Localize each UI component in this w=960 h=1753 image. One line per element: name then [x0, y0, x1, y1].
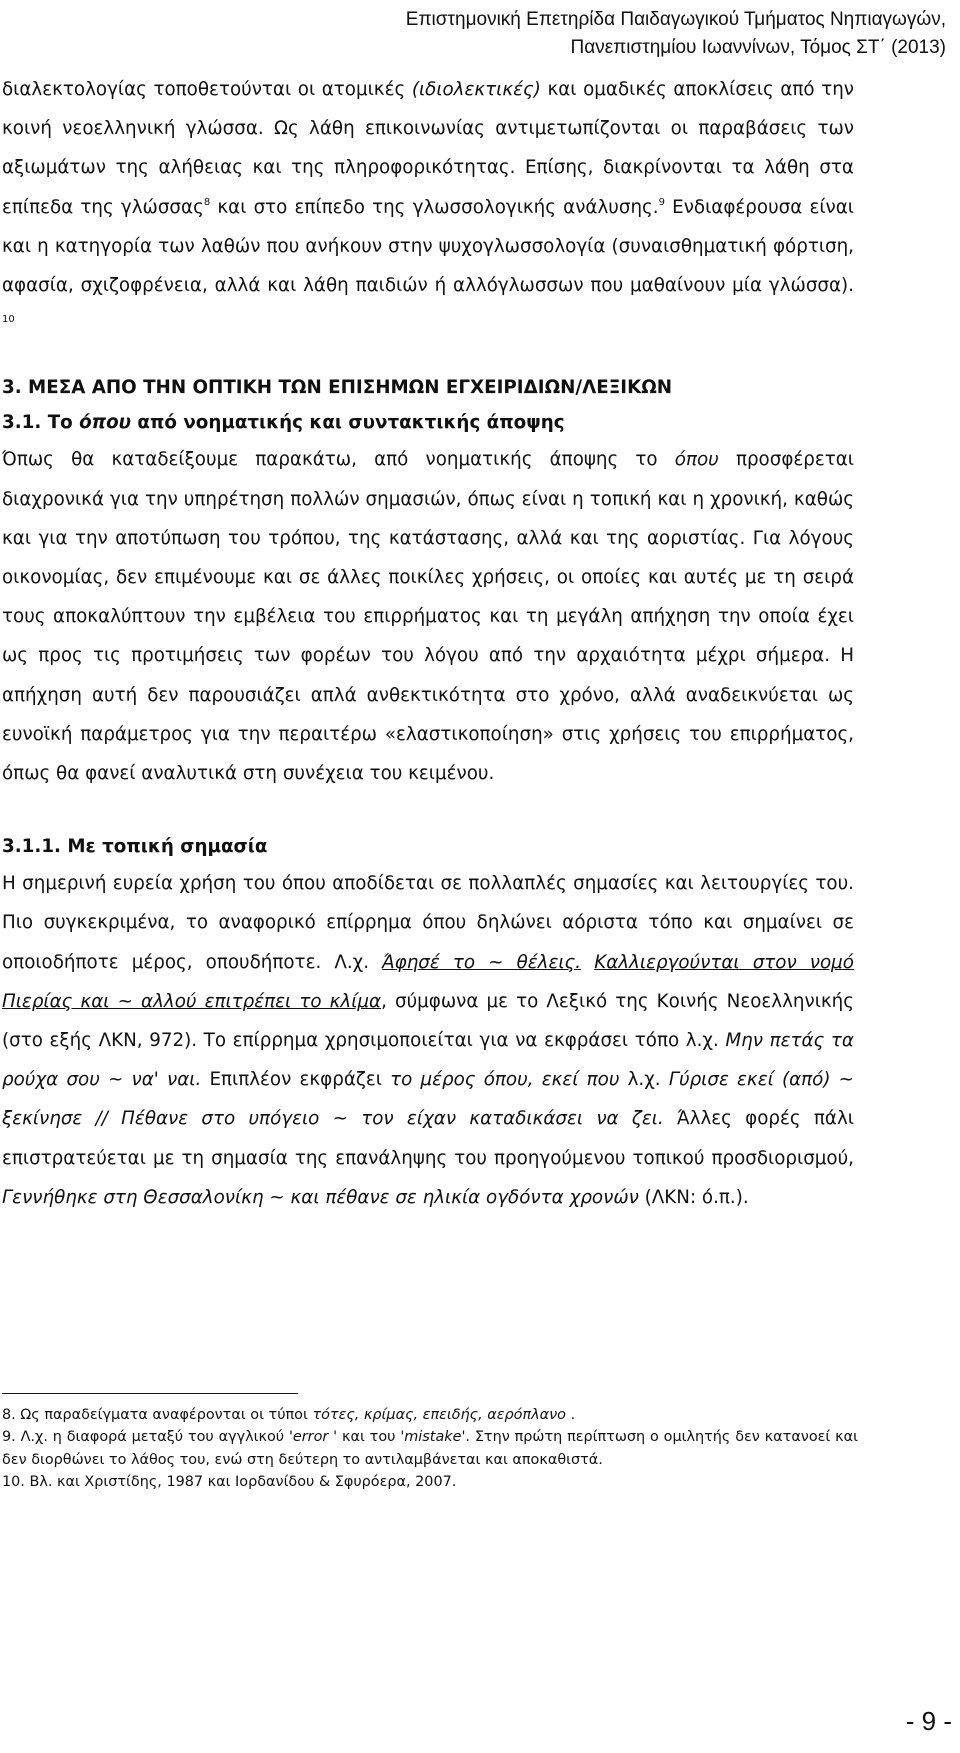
example-phrase: Άφησέ το ~ θέλεις.	[382, 951, 582, 973]
footnote-ref-10[interactable]: 10	[2, 314, 15, 326]
heading-text: από νοηματικής και συντακτικής άποψης	[131, 412, 565, 434]
text-run: Ενδιαφέρουσα είναι και η κατηγορία των λαθών που ανήκουν στην ψυχογλωσσολογία (συναισθηματική φόρτιση, αφασία, σχιζοφρένεια, αλλά και λάθη παιδιών ή αλλόγλωσσων που μαθαίνουν μία γλώσσα).	[2, 196, 854, 297]
page-number: - 9 -	[905, 1706, 952, 1736]
journal-volume: Πανεπιστημίου Ιωαννίνων, Τόμος ΣΤ΄ (2013)	[570, 37, 946, 58]
example-phrase: Μην πετάς τα ρούχα σου ~ να' ναι.	[2, 1030, 854, 1091]
footnotes	[2, 1404, 858, 1493]
text-run: Επιπλέον εκφράζει	[201, 1069, 391, 1091]
footnote-divider	[2, 1393, 298, 1394]
text-run: Όπως θα καταδείξουμε παρακάτω, από νοηματικής άποψης το	[2, 449, 675, 471]
subsubsection-heading: 3.1.1. Με τοπική σημασία	[2, 836, 268, 858]
text-run: Άλλες φορές πάλι επιστρατεύεται με τη σημασία της επανάληψης του προηγούμενου τοπικού προσδιορισμού,	[2, 1108, 854, 1169]
example-phrase: Γύρισε εκεί (από) ~ ξεκίνησε // Πέθανε στο υπόγειο ~ τον είχαν καταδικάσει να ζει.	[2, 1069, 854, 1130]
running-header	[406, 6, 946, 62]
journal-title: Επιστημονική Επετηρίδα Παιδαγωγικού Τμήματος Νηπιαγωγών,	[405, 9, 946, 30]
text-run: λ.χ.	[619, 1069, 669, 1091]
footnote-ref-8[interactable]: 8	[203, 196, 211, 208]
text-run: και ομαδικές αποκλίσεις από την κοινή νεοελληνική γλώσσα. Ως λάθη επικοινωνίας αντιμετωπίζονται οι παραβάσεις των αξιωμάτων της αλήθειας και της πληροφορικότητας. Επίσης, διακρίνονται τα λάθη στα επίπεδα της γλώσσας	[2, 79, 855, 218]
main-text	[2, 70, 854, 1217]
text-run: και στο επίπεδο της γλωσσολογικής ανάλυσης.	[210, 196, 659, 218]
text-run: , σύμφωνα με το Λεξικό της Κοινής Νεοελληνικής (στο εξής ΛΚΝ, 972). Το επίρρημα χρησιμοποιείται για να εκφράσει τόπο λ.χ.	[2, 990, 855, 1052]
section-heading: 3. ΜΕΣΑ ΑΠΟ ΤΗΝ ΟΠΤΙΚΗ ΤΩΝ ΕΠΙΣΗΜΩΝ ΕΓΧΕΙΡΙΔΙΩΝ/ΛΕΞΙΚΩΝ	[2, 377, 673, 399]
italic-term: όπου	[674, 449, 719, 471]
footnote-ref-9[interactable]: 9	[658, 196, 665, 208]
text-run: διαλεκτολογίας τοποθετούνται οι ατομικές	[2, 79, 412, 100]
example-phrase: Καλλιεργούνται στον νομό Πιερίας και ~ αλλού επιτρέπει το κλίμα	[2, 951, 854, 1012]
intro-paragraph	[2, 70, 854, 344]
section-paragraph	[2, 440, 854, 793]
example-phrase: Γεννήθηκε στη Θεσσαλονίκη ~ και πέθανε σε ηλικία ογδόντα χρονών	[2, 1186, 639, 1208]
footnote-10: 10. Βλ. και Χριστίδης, 1987 και Ιορδανίδου & Σφυρόερα, 2007.	[2, 1473, 457, 1490]
italic-term: (ιδιολεκτικές)	[411, 79, 541, 100]
example-phrase: το μέρος όπου, εκεί που	[390, 1069, 620, 1091]
subsection-heading	[2, 405, 854, 440]
footnote-8: 8. Ως παραδείγματα αναφέρονται οι τύποι τότες, κρίμας, επειδής, αερόπλανο .	[2, 1407, 576, 1423]
text-run: προσφέρεται διαχρονικά για την υπηρέτηση πολλών σημασιών, όπως είναι η τοπική και η χρονική, καθώς και για την αποτύπωση του τρόπου, της κατάστασης, αλλά και της αοριστίας. Για λόγους οικονομίας, δεν επιμένουμε και σε άλλες ποικίλες χρήσεις, οι οποίες και αυτές με τη σειρά τους αποκαλύπτουν την εμβέλεια του επιρρήματος και τη μεγάλη απήχηση την οποία έχει ως προς τις προτιμήσεις των φορέων του λόγου από την αρχαιότητα μέχρι σήμερα. Η απήχηση αυτή δεν παρουσιάζει απλά ανθεκτικότητα στο χρόνο, αλλά αναδεικνύεται ως ευνοϊκή παράμετρος για την περαιτέρω «ελαστικοποίηση» στις χρήσεις του επιρρήματος, όπως θα φανεί αναλυτικά στη συνέχεια του κειμένου.	[2, 449, 854, 785]
subsection-paragraph	[2, 864, 854, 1217]
footnote-9: 9. Λ.χ. η διαφορά μεταξύ του αγγλικού 'error ' και του 'mistake'. Στην πρώτη περίπτωση ο ομιλητής δεν κατανοεί και δεν διορθώνει το λάθος του, ενώ στη δεύτερη το αντιλαμβάνεται και αποκαθιστά.	[2, 1429, 858, 1468]
heading-italic: όπου	[79, 412, 132, 434]
heading-text: 3.1. Το	[2, 412, 80, 434]
text-run: Η σημερινή ευρεία χρήση του όπου αποδίδεται σε πολλαπλές σημασίες και λειτουργίες του. Πιο συγκεκριμένα, το αναφορικό επίρρημα όπου δηλώνει αόριστα τόπο και σημαίνει σε οποιοδήποτε μέρος, οπουδήποτε. Λ.χ.	[2, 873, 854, 973]
text-run: (ΛΚΝ: ό.π.).	[638, 1186, 749, 1208]
